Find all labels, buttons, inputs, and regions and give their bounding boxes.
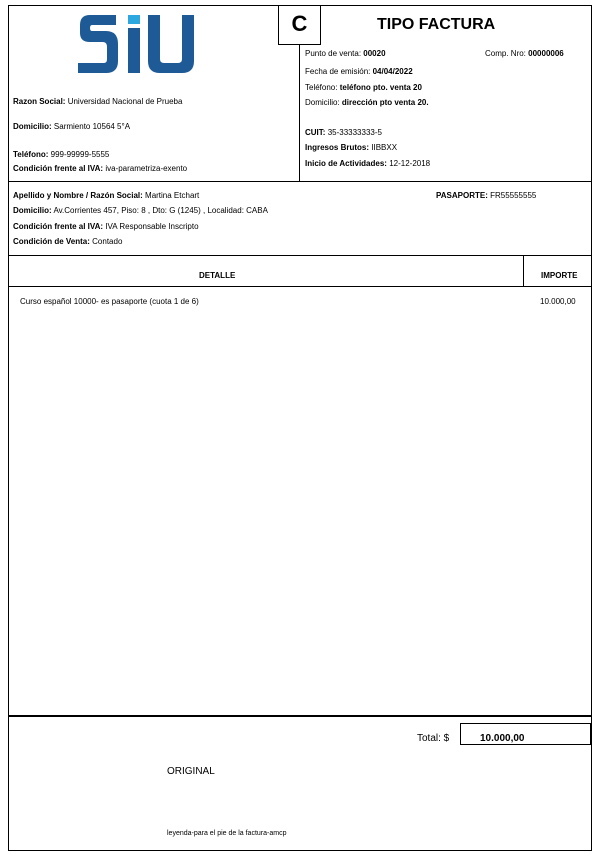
inicio-actividades: Inicio de Actividades: 12-12-2018 [305, 159, 431, 168]
client-condicion-venta: Condición de Venta: Contado [13, 237, 123, 246]
table-header-bottom-line [8, 286, 592, 287]
letter-box [278, 5, 321, 45]
column-header-detalle: DETALLE [199, 271, 236, 280]
client-iva: Condición frente al IVA: IVA Responsable Inscripto [13, 222, 199, 231]
comp-nro: Comp. Nro: 00000006 [485, 49, 564, 58]
siu-logo [76, 11, 198, 77]
punto-de-venta: Punto de venta: 00020 [305, 49, 386, 58]
fecha-emision: Fecha de emisión: 04/04/2022 [305, 67, 413, 76]
client-pasaporte: PASAPORTE: FR55555555 [436, 191, 537, 200]
client-domicilio: Domicilio: Av.Corrientes 457, Piso: 8 , Dto: G (1245) , Localidad: CABA [13, 206, 268, 215]
header-bottom-line [8, 181, 592, 182]
client-nombre: Apellido y Nombre / Razón Social: Martina Etchart [13, 191, 200, 200]
table-row-importe: 10.000,00 [540, 297, 576, 306]
ingresos-brutos: Ingresos Brutos: IIBBXX [305, 143, 398, 152]
total-value: 10.000,00 [480, 733, 525, 744]
invoice-letter: C [291, 11, 308, 36]
issuer-iva: Condición frente al IVA: iva-parametriza-exento [13, 164, 188, 173]
total-label: Total: $ [417, 733, 450, 744]
issuer-razon-social: Razon Social: Universidad Nacional de Prueba [13, 97, 183, 106]
table-header-divider [523, 255, 524, 286]
footer-leyenda: leyenda-para el pie de la factura-amcp [167, 830, 287, 837]
table-top-line [8, 255, 592, 256]
issuer-telefono: Teléfono: 999-99999-5555 [13, 150, 110, 159]
table-row-detalle: Curso español 10000- es pasaporte (cuota 1 de 6) [20, 297, 199, 306]
copy-label: ORIGINAL [167, 766, 215, 777]
punto-venta-telefono: Teléfono: teléfono pto. venta 20 [305, 83, 422, 92]
header-divider [299, 45, 300, 181]
cuit: CUIT: 35-33333333-5 [305, 128, 382, 137]
document-type: TIPO FACTURA [377, 16, 496, 33]
column-header-importe: IMPORTE [541, 271, 578, 280]
footer-top-line [8, 715, 592, 717]
punto-venta-domicilio: Domicilio: dirección pto venta 20. [305, 98, 429, 107]
issuer-domicilio: Domicilio: Sarmiento 10564 5°A [13, 122, 131, 131]
